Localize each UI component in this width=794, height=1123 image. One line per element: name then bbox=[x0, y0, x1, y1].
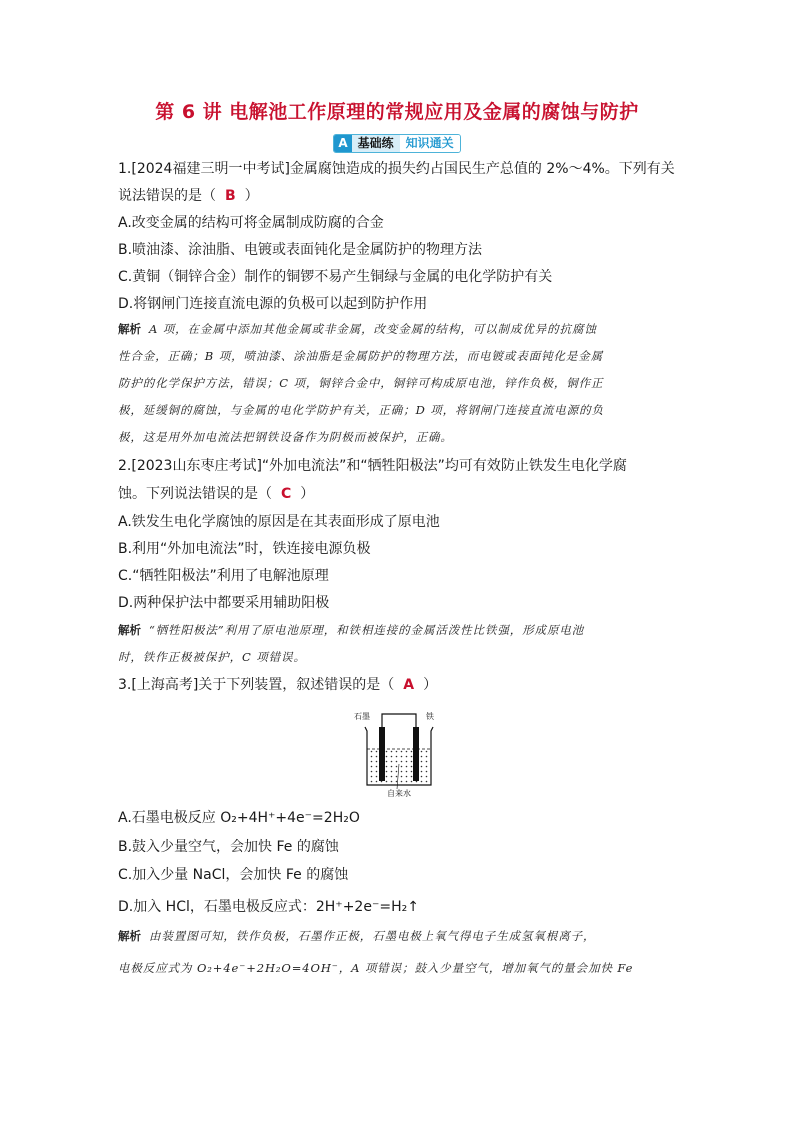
badge-level: 基础练 bbox=[352, 135, 400, 152]
q1-option-b: B.喷油漆、涂油脂、电镀或表面钝化是金属防护的物理方法 bbox=[118, 242, 483, 258]
q3-answer: A bbox=[403, 677, 415, 693]
apparatus-diagram bbox=[354, 709, 444, 797]
connecting-wire bbox=[382, 714, 416, 727]
q2-stem-line-2 bbox=[118, 484, 678, 504]
q1-explanation-line-5: 极，这是用外加电流法把钢铁设备作为阴极而被保护，正确。 bbox=[118, 430, 453, 444]
q2-stem-close: ） bbox=[300, 486, 315, 502]
q2-explanation-text-1: “牺牲阳极法”利用了原电池原理，和铁相连接的金属活泼性比铁强，形成原电池 bbox=[149, 623, 585, 637]
q1-stem-close: ） bbox=[244, 188, 259, 204]
q3-stem bbox=[118, 675, 678, 695]
q3-stem-close: ） bbox=[423, 677, 438, 693]
q2-option-b: B.利用“外加电流法”时，铁连接电源负极 bbox=[118, 541, 371, 557]
q2-explanation-line-1 bbox=[118, 622, 678, 638]
q2-answer: C bbox=[281, 486, 292, 502]
q3-explanation-line-1 bbox=[118, 928, 678, 944]
badge-letter: A bbox=[334, 135, 351, 152]
graphite-label: 石墨 bbox=[354, 712, 370, 721]
badge-topic: 知识通关 bbox=[400, 135, 460, 152]
q1-explanation-line-1 bbox=[118, 321, 678, 337]
q3-stem-text: 3.[上海高考]关于下列装置，叙述错误的是（ bbox=[118, 677, 395, 693]
q1-option-c: C.黄铜（铜锌合金）制作的铜锣不易产生铜绿与金属的电化学防护有关 bbox=[118, 269, 553, 285]
q1-option-a: A.改变金属的结构可将金属制成防腐的合金 bbox=[118, 215, 384, 231]
q1-explanation-line-3: 防护的化学保护方法，错误；C 项，铜锌合金中，铜锌可构成原电池，锌作负极，铜作正 bbox=[118, 376, 604, 390]
q1-explanation-line-2: 性合金，正确；B 项，喷油漆、涂油脂是金属防护的物理方法，而电镀或表面钝化是金属 bbox=[118, 349, 604, 363]
q3-explanation-line-2: 电极反应式为 O₂+4e⁻+2H₂O=4OH⁻，A 项错误；鼓入少量空气，增加氧气的量会加快 Fe bbox=[118, 961, 634, 975]
q3-option-c: C.加入少量 NaCl，会加快 Fe 的腐蚀 bbox=[118, 867, 349, 883]
q2-stem-line-1: 2.[2023山东枣庄考试]“外加电流法”和“牺牲阳极法”均可有效防止铁发生电化学腐 bbox=[118, 458, 627, 474]
q2-option-d: D.两种保护法中都要采用辅助阳极 bbox=[118, 595, 330, 611]
q1-answer: B bbox=[225, 188, 236, 204]
q1-explanation-label: 解析 bbox=[118, 322, 141, 336]
iron-electrode bbox=[413, 727, 419, 781]
q1-explanation-text-1: A 项，在金属中添加其他金属或非金属，改变金属的结构，可以制成优异的抗腐蚀 bbox=[149, 322, 597, 336]
q3-explanation-text-1: 由装置图可知，铁作负极，石墨作正极，石墨电极上氧气得电子生成氢氧根离子， bbox=[149, 929, 596, 943]
page-title: 第 6 讲 电解池工作原理的常规应用及金属的腐蚀与防护 bbox=[155, 101, 639, 123]
q3-option-b: B.鼓入少量空气，会加快 Fe 的腐蚀 bbox=[118, 839, 339, 855]
q1-stem-line-1: 1.[2024福建三明一中考试]金属腐蚀造成的损失约占国民生产总值的 2%～4%。下列有关 bbox=[118, 161, 675, 177]
q1-option-d: D.将钢闸门连接直流电源的负极可以起到防护作用 bbox=[118, 296, 428, 312]
section-badge-wrap bbox=[0, 132, 794, 153]
q3-option-a: A.石墨电极反应 O₂+4H⁺+4e⁻=2H₂O bbox=[118, 810, 360, 826]
q3-option-d: D.加入 HCl，石墨电极反应式：2H⁺+2e⁻=H₂↑ bbox=[118, 899, 419, 915]
q1-stem-text: 说法错误的是（ bbox=[118, 188, 216, 204]
q1-stem-line-2 bbox=[118, 186, 678, 206]
q1-explanation-line-4: 极，延缓铜的腐蚀，与金属的电化学防护有关，正确；D 项，将钢闸门连接直流电源的负 bbox=[118, 403, 604, 417]
q3-explanation-label: 解析 bbox=[118, 929, 141, 943]
graphite-electrode bbox=[379, 727, 385, 781]
q2-stem-text: 蚀。下列说法错误的是（ bbox=[118, 486, 272, 502]
q2-explanation-line-2: 时，铁作正极被保护，C 项错误。 bbox=[118, 650, 306, 664]
apparatus-svg bbox=[354, 709, 444, 797]
section-badge bbox=[333, 134, 460, 153]
q2-option-c: C.“牺牲阳极法”利用了电解池原理 bbox=[118, 568, 329, 584]
iron-label: 铁 bbox=[426, 712, 434, 721]
q2-option-a: A.铁发生电化学腐蚀的原因是在其表面形成了原电池 bbox=[118, 514, 440, 530]
q2-explanation-label: 解析 bbox=[118, 623, 141, 637]
tap-water-label: 自来水 bbox=[387, 789, 411, 798]
